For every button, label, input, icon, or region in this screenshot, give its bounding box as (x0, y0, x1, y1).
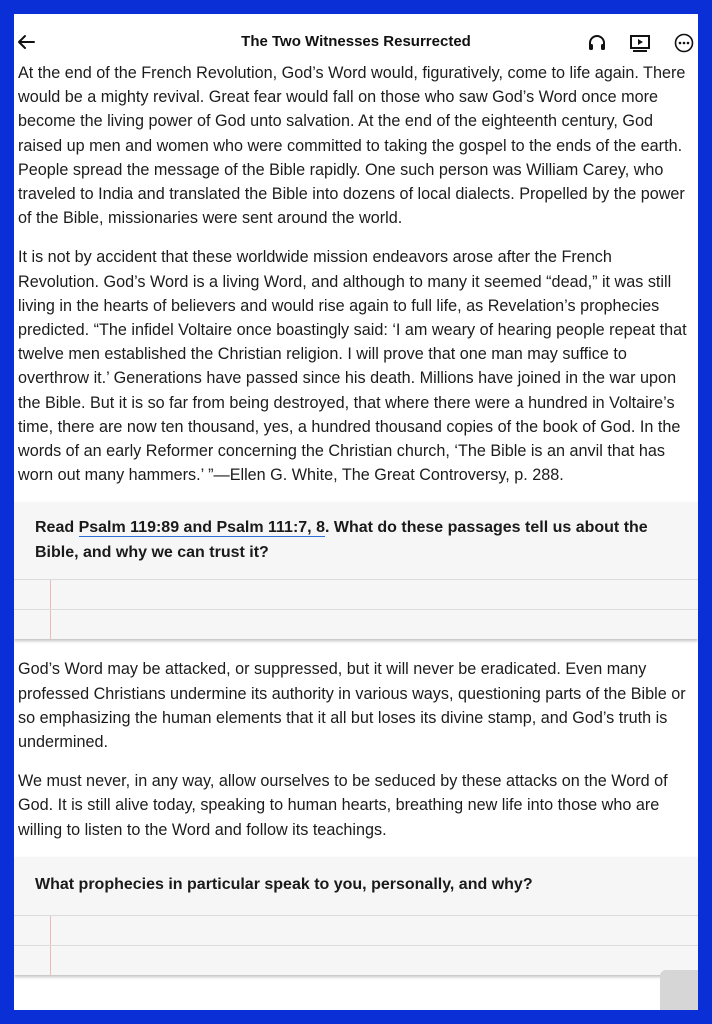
answer-line[interactable] (14, 945, 698, 975)
question-suffix: . What do these passages tell us about the Bible, and why we can trust it? (35, 519, 648, 561)
paragraph: It is not by accident that these worldwide mission endeavors arose after the French Revolution. God’s Word is a living Word, and although to many it seemed “dead,” it was still living in the hearts of believers and would rise again to full life, as Revelation’s prophecies predicted. “The infidel Voltaire once boastingly said: ‘I am weary of hearing people repeat that twelve men established the Christian religion. I will prove that one man may suffice to overthrow it.’ Generations have passed since his death. Millions have joined in the war upon the Bible. But it is so far from being destroyed, that where there were a hundred in Voltaire’s time, there are now ten thousand, yes, a hundred thousand copies of the book of God. In the words of an early Reformer concerning the Christian church, ‘The Bible is an anvil that has worn out many hammers.’ ”—Ellen G. White, The Great Controversy, p. 288. (18, 248, 687, 485)
headphones-icon (587, 34, 607, 52)
answer-line[interactable] (14, 915, 698, 945)
audio-button[interactable] (586, 32, 608, 54)
question-text (14, 502, 698, 579)
question-prefix: Read (35, 519, 79, 537)
page-title: The Two Witnesses Resurrected (241, 33, 471, 50)
answer-area[interactable] (14, 915, 698, 975)
back-arrow-icon (17, 34, 35, 50)
more-options-icon (674, 33, 694, 53)
more-button[interactable] (673, 32, 695, 54)
lesson-content (18, 61, 694, 993)
scroll-tab[interactable] (660, 970, 698, 1010)
video-play-icon (629, 34, 651, 52)
question-text: What prophecies in particular speak to you, personally, and why? (35, 875, 533, 893)
answer-area[interactable] (14, 579, 698, 639)
paragraph: We must never, in any way, allow ourselves to be seduced by these attacks on the Word of God. It is still alive today, speaking to human hearts, breathing new life into those who are willing to listen to the Word and follow its teachings. (18, 772, 668, 839)
question-card (14, 857, 698, 976)
paragraph: At the end of the French Revolution, God’s Word would, figuratively, come to life again. There would be a mighty revival. Great fear would fall on those who saw God’s Word once more become the living power of God unto salvation. At the end of the eighteenth century, God raised up men and women who were committed to taking the gospel to the ends of the earth. People spread the message of the Bible rapidly. One such person was William Carey, who traveled to India and translated the Bible into dozens of local dialects. Propelled by the power of the Bible, missionaries were sent around the world. (18, 64, 686, 228)
bible-reference-link[interactable]: Psalm 119:89 and Psalm 111:7, 8 (78, 519, 325, 537)
question-card (14, 502, 698, 639)
answer-line[interactable] (14, 609, 698, 639)
answer-line[interactable] (14, 579, 698, 609)
video-button[interactable] (629, 32, 651, 54)
back-button[interactable] (16, 32, 36, 52)
paragraph: God’s Word may be attacked, or suppressed, but it will never be eradicated. Even many professed Christians undermine its authority in various ways, questioning parts of the Bible or so emphasizing the human elements that it all but loses its divine stamp, and God’s truth is undermined. (18, 660, 686, 752)
app-window (14, 14, 698, 1010)
